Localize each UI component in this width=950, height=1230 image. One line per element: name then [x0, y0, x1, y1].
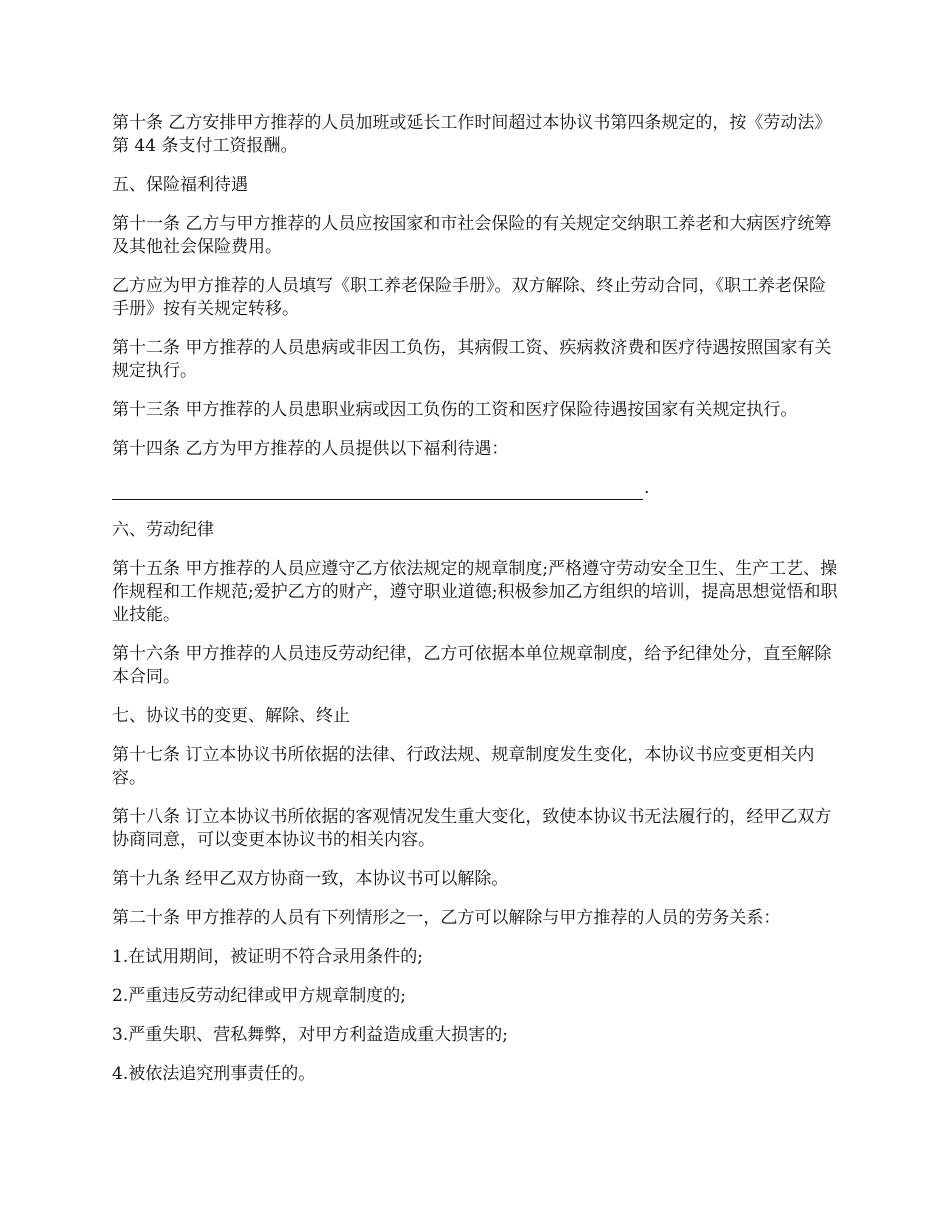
list-item: 3.严重失职、营私舞弊，对甲方利益造成重大损害的; [112, 1025, 508, 1045]
blank-end-period: . [644, 478, 650, 498]
clause-11-paragraph: 第十一条 乙方与甲方推荐的人员应按国家和市社会保险的有关规定交纳职工养老和大病医疗统筹及其他社会保险费用。 [112, 214, 832, 257]
clause-16-paragraph: 第十六条 甲方推荐的人员违反劳动纪律，乙方可依据本单位规章制度，给予纪律处分，直至解除本合同。 [112, 644, 832, 687]
clause-17-paragraph: 第十七条 订立本协议书所依据的法律、行政法规、规章制度发生变化，本协议书应变更相关内容。 [112, 745, 815, 788]
document-page [112, 112, 840, 1102]
clause-20-paragraph: 第二十条 甲方推荐的人员有下列情形之一，乙方可以解除与甲方推荐的人员的劳务关系： [112, 908, 781, 928]
clause-19-paragraph: 第十九条 经甲乙双方协商一致，本协议书可以解除。 [112, 869, 509, 889]
list-item: 2.严重违反劳动纪律或甲方规章制度的; [112, 986, 406, 1006]
clause-18-paragraph: 第十八条 订立本协议书所依据的客观情况发生重大变化，致使本协议书无法履行的，经甲乙双方协商同意，可以变更本协议书的相关内容。 [112, 807, 832, 850]
clause-10-paragraph: 第十条 乙方安排甲方推荐的人员加班或延长工作时间超过本协议书第四条规定的，按《劳动法》第 44 条支付工资报酬。 [112, 113, 832, 156]
clause-12-paragraph: 第十二条 甲方推荐的人员患病或非因工负伤，其病假工资、疾病救济费和医疗待遇按照国家有关规定执行。 [112, 338, 832, 381]
list-item: 4.被依法追究刑事责任的。 [112, 1064, 316, 1084]
clause-14-paragraph: 第十四条 乙方为甲方推荐的人员提供以下福利待遇： [112, 439, 509, 459]
section-5-heading: 五、保险福利待遇 [112, 175, 248, 195]
clause-13-paragraph: 第十三条 甲方推荐的人员患职业病或因工负伤的工资和医疗保险待遇按国家有关规定执行。 [112, 400, 798, 420]
section-7-heading: 七、协议书的变更、解除、终止 [112, 706, 350, 726]
blank-underline [112, 477, 643, 500]
list-item: 1.在试用期间，被证明不符合录用条件的; [112, 947, 423, 967]
section-6-heading: 六、劳动纪律 [112, 520, 214, 540]
welfare-fill-in-blank [112, 477, 840, 500]
clause-15-paragraph: 第十五条 甲方推荐的人员应遵守乙方依法规定的规章制度;严格遵守劳动安全卫生、生产工艺、操作规程和工作规范;爱护乙方的财产，遵守职业道德;积极参加乙方组织的培训，提高思想觉悟和职业技能。 [112, 559, 838, 625]
pension-handbook-paragraph: 乙方应为甲方推荐的人员填写《职工养老保险手册》。双方解除、终止劳动合同，《职工养老保险手册》按有关规定转移。 [112, 276, 826, 319]
